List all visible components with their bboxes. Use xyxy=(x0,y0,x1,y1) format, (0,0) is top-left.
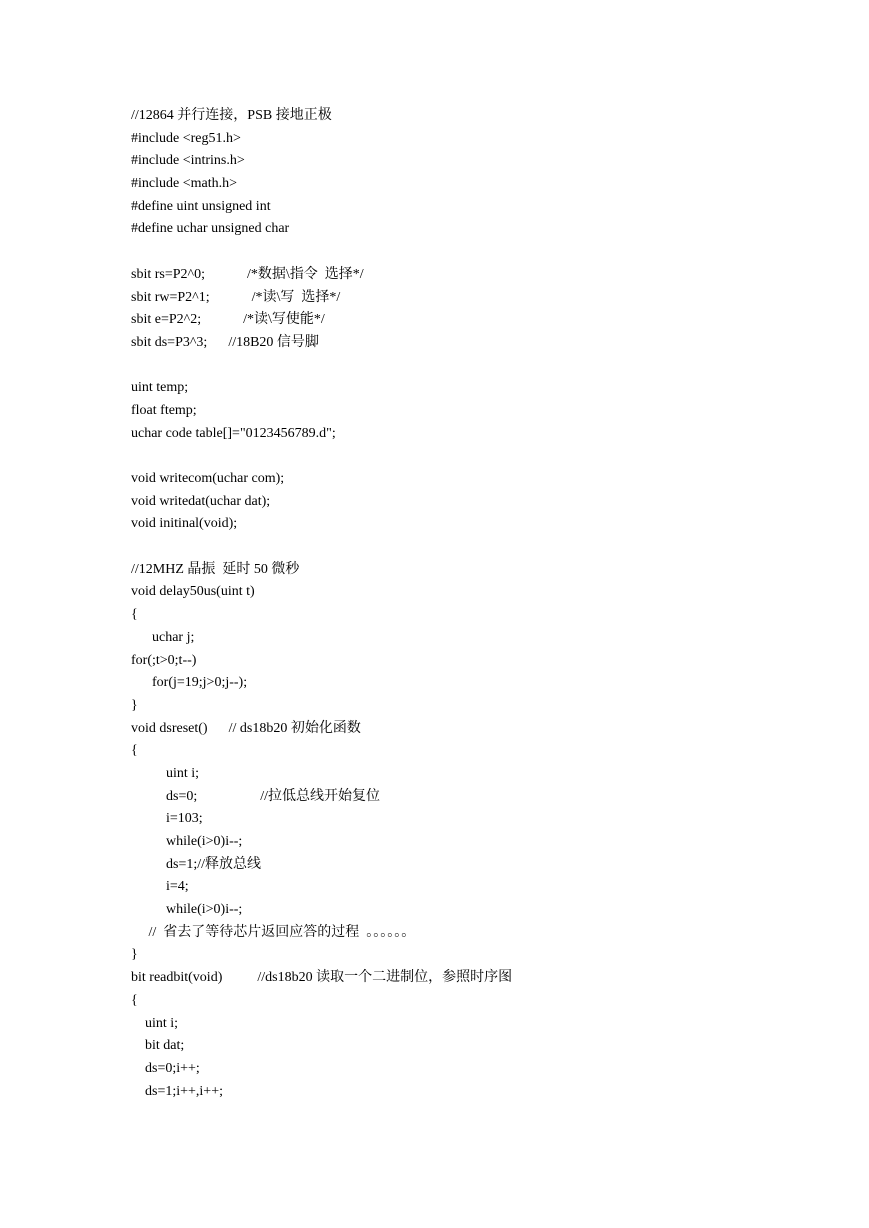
code-line-include-math: #include <math.h> xyxy=(131,176,237,192)
code-line-include-intrins: #include <intrins.h> xyxy=(131,153,245,169)
blank-line xyxy=(131,445,831,468)
blank-line xyxy=(131,536,831,559)
code-line-brace-open: { xyxy=(131,607,138,623)
code-line-omitted-comment: // 省去了等待芯片返回应答的过程 。。。。。。 xyxy=(131,924,416,940)
code-line-for-t: for(;t>0;t--) xyxy=(131,652,197,668)
code-listing xyxy=(131,105,831,1103)
code-line-delay-comment: //12MHZ 晶振 延时 50 微秒 xyxy=(131,561,300,577)
code-line-i-4: i=4; xyxy=(131,879,189,895)
code-line-ds-1: ds=1;//释放总线 xyxy=(131,856,262,872)
code-line-sbit-e: sbit e=P2^2; /*读\写使能*/ xyxy=(131,312,325,328)
code-line-table: uchar code table[]="0123456789.d"; xyxy=(131,425,336,441)
code-line-uchar-j: uchar j; xyxy=(131,629,195,645)
code-line-while-2: while(i>0)i--; xyxy=(131,902,243,918)
blank-line xyxy=(131,241,831,264)
code-line-comment-header: //12864 并行连接，PSB 接地正极 xyxy=(131,108,332,123)
code-line-ds-0: ds=0; //拉低总线开始复位 xyxy=(131,788,381,804)
code-line-brace-close: } xyxy=(131,697,138,713)
code-line-readbit: bit readbit(void) //ds18b20 读取一个二进制位，参照时序图 xyxy=(131,970,513,986)
code-line-sbit-ds: sbit ds=P3^3; //18B20 信号脚 xyxy=(131,334,319,350)
code-line-uint-i: uint i; xyxy=(131,765,200,781)
code-line-float-ftemp: float ftemp; xyxy=(131,402,197,418)
code-line-define-uint: #define uint unsigned int xyxy=(131,198,271,214)
code-line-brace-close: } xyxy=(131,947,138,963)
code-line-i-103: i=103; xyxy=(131,811,203,827)
code-line-initinal-decl: void initinal(void); xyxy=(131,516,238,532)
blank-line xyxy=(131,355,831,378)
code-line-ds-1-inc: ds=1;i++,i++; xyxy=(131,1083,223,1099)
code-line-dsreset: void dsreset() // ds18b20 初始化函数 xyxy=(131,720,361,736)
code-line-sbit-rs: sbit rs=P2^0; /*数据\指令 选择*/ xyxy=(131,266,364,282)
code-line-define-uchar: #define uchar unsigned char xyxy=(131,221,290,237)
code-line-writedat-decl: void writedat(uchar dat); xyxy=(131,493,271,509)
code-line-sbit-rw: sbit rw=P2^1; /*读\写 选择*/ xyxy=(131,289,341,305)
code-line-bit-dat: bit dat; xyxy=(131,1038,185,1054)
code-line-for-j: for(j=19;j>0;j--); xyxy=(131,675,248,691)
code-line-uint-i: uint i; xyxy=(131,1015,179,1031)
code-line-include-reg51: #include <reg51.h> xyxy=(131,130,241,146)
code-line-writecom-decl: void writecom(uchar com); xyxy=(131,471,285,486)
code-line-uint-temp: uint temp; xyxy=(131,380,189,396)
code-line-delay50us: void delay50us(uint t) xyxy=(131,584,255,600)
code-line-brace-open: { xyxy=(131,992,138,1008)
code-line-while-1: while(i>0)i--; xyxy=(131,834,243,849)
code-line-brace-open: { xyxy=(131,743,138,759)
code-line-ds-0-inc: ds=0;i++; xyxy=(131,1060,200,1076)
